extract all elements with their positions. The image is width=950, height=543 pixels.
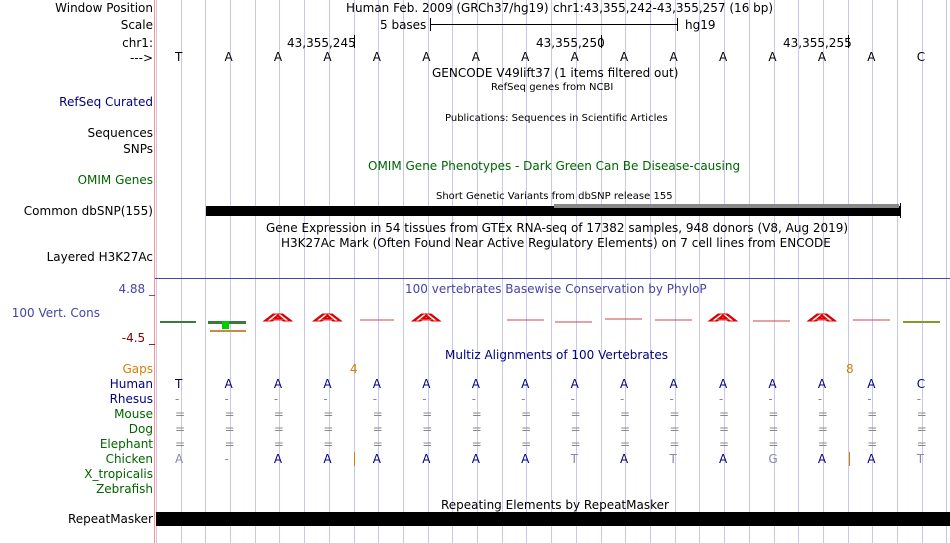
alignment-base: A bbox=[422, 452, 431, 466]
alignment-base: - bbox=[817, 392, 823, 406]
alignment-base: A bbox=[372, 377, 382, 391]
alignment-base: A bbox=[620, 452, 629, 466]
alignment-base: = bbox=[175, 422, 186, 436]
alignment-base: T bbox=[570, 452, 578, 466]
strand-arrow-label[interactable]: ---> bbox=[129, 51, 153, 65]
dbsnp-variant-bar-secondary[interactable] bbox=[554, 204, 899, 208]
alignment-base: A bbox=[867, 377, 876, 391]
species-label[interactable]: Human bbox=[109, 377, 153, 391]
h3k27ac-track-label[interactable]: Layered H3K27Ac bbox=[46, 250, 153, 264]
alignment-base: - bbox=[224, 392, 229, 406]
ruler-tick-label: 43,355,245 bbox=[287, 36, 356, 50]
cons-max-label: 4.88 _ bbox=[118, 282, 155, 296]
alignment-base: = bbox=[224, 422, 235, 436]
phylop-conserved-bases bbox=[265, 312, 836, 323]
alignment-base: - bbox=[669, 392, 674, 406]
reference-base: A bbox=[817, 50, 827, 64]
alignment-base: = bbox=[669, 437, 680, 451]
alignment-base: = bbox=[323, 437, 334, 451]
alignment-base: A bbox=[224, 377, 233, 391]
alignment-base: A bbox=[273, 452, 283, 466]
publications-track-title[interactable]: Publications: Sequences in Scientific Articles bbox=[445, 113, 668, 124]
alignment-base: = bbox=[718, 437, 729, 451]
alignment-base: - bbox=[323, 392, 328, 406]
alignment-base: = bbox=[323, 407, 334, 421]
alignment-base: = bbox=[422, 422, 433, 436]
alignment-base: = bbox=[867, 422, 878, 436]
alignment-base: - bbox=[867, 392, 872, 406]
alignment-base: = bbox=[669, 422, 680, 436]
alignment-base: = bbox=[867, 407, 878, 421]
alignment-base: A bbox=[669, 377, 678, 391]
sequences-track-label[interactable]: Sequences bbox=[87, 126, 153, 140]
alignment-base: - bbox=[273, 392, 279, 406]
alignment-base: - bbox=[570, 392, 575, 406]
alignment-base: - bbox=[372, 392, 378, 406]
omim-track-label[interactable]: OMIM Genes bbox=[77, 173, 153, 187]
alignment-base: A bbox=[323, 452, 332, 466]
alignment-base: A bbox=[175, 452, 184, 466]
alignment-base: A bbox=[768, 377, 777, 391]
alignment-base: A bbox=[471, 377, 480, 391]
ruler-tick-label: 43,355,250 bbox=[536, 36, 605, 50]
alignment-base: A bbox=[718, 452, 728, 466]
alignment-base: = bbox=[620, 437, 631, 451]
alignment-base: = bbox=[422, 437, 433, 451]
reference-base: A bbox=[669, 50, 678, 64]
reference-base: C bbox=[916, 50, 926, 64]
species-label[interactable]: X_tropicalis bbox=[84, 467, 153, 481]
repeatmasker-track-title[interactable]: Repeating Elements by RepeatMasker bbox=[441, 498, 669, 512]
alignment-base: A bbox=[273, 377, 283, 391]
window-position-label: Window Position bbox=[55, 1, 153, 15]
alignment-base: = bbox=[273, 422, 284, 436]
alignment-base: = bbox=[521, 422, 532, 436]
reference-base: A bbox=[867, 50, 876, 64]
alignment-base: = bbox=[372, 422, 383, 436]
alignment-base: = bbox=[570, 407, 581, 421]
alignment-base: = bbox=[817, 437, 828, 451]
phylop-base-logo: A bbox=[264, 311, 291, 324]
species-label[interactable]: Zebrafish bbox=[96, 482, 153, 496]
phylop-base-logo: A bbox=[314, 311, 341, 324]
alignment-base: = bbox=[669, 407, 680, 421]
alignment-base: = bbox=[372, 437, 383, 451]
alignment-base: = bbox=[372, 407, 383, 421]
reference-base: A bbox=[224, 50, 233, 64]
phylop-base-logo: A bbox=[808, 311, 835, 324]
phylop-track-title[interactable]: 100 vertebrates Basewise Conservation by PhyloP bbox=[405, 282, 707, 296]
alignment-base: - bbox=[521, 392, 526, 406]
alignment-base: - bbox=[916, 392, 922, 406]
alignment-base: - bbox=[620, 392, 625, 406]
reference-base: A bbox=[273, 50, 283, 64]
alignment-base: = bbox=[817, 422, 828, 436]
snps-track-label[interactable]: SNPs bbox=[123, 142, 153, 156]
position-display[interactable]: chr1:43,355,242-43,355,257 (16 bp) bbox=[553, 1, 774, 15]
alignment-base: = bbox=[273, 407, 284, 421]
species-label[interactable]: Dog bbox=[128, 422, 153, 436]
alignment-base: A bbox=[422, 377, 431, 391]
alignment-base: T bbox=[669, 452, 677, 466]
alignment-base: = bbox=[916, 437, 927, 451]
alignment-base: A bbox=[323, 377, 332, 391]
alignment-base: T bbox=[175, 377, 183, 391]
alignment-base: - bbox=[175, 392, 180, 406]
alignment-base: = bbox=[175, 407, 186, 421]
assembly-title: Human Feb. 2009 (GRCh37/hg19) bbox=[346, 1, 549, 15]
refseq-track-title[interactable]: RefSeq genes from NCBI bbox=[491, 82, 614, 93]
alignment-base: A bbox=[521, 452, 530, 466]
alignment-base: = bbox=[471, 407, 482, 421]
alignment-base: = bbox=[521, 407, 532, 421]
alignment-base: A bbox=[817, 377, 827, 391]
species-label[interactable]: Chicken bbox=[105, 452, 153, 466]
repeatmasker-track-label[interactable]: RepeatMasker bbox=[67, 512, 153, 526]
alignment-base: = bbox=[718, 407, 729, 421]
alignment-base: - bbox=[471, 392, 477, 406]
reference-base: T bbox=[175, 50, 183, 64]
phylop-base-logo: A bbox=[709, 311, 736, 324]
alignment-base: A bbox=[867, 452, 876, 466]
reference-base: A bbox=[422, 50, 431, 64]
alignment-base: G bbox=[768, 452, 778, 466]
reference-base: A bbox=[323, 50, 332, 64]
alignment-base: = bbox=[422, 407, 433, 421]
alignment-base: = bbox=[471, 437, 482, 451]
species-label[interactable]: Mouse bbox=[114, 407, 153, 421]
alignment-base: = bbox=[175, 437, 186, 451]
alignment-base: = bbox=[521, 437, 532, 451]
alignment-base: = bbox=[273, 437, 284, 451]
alignment-base: = bbox=[224, 407, 235, 421]
alignment-base: = bbox=[224, 437, 235, 451]
dbsnp-track-label[interactable]: Common dbSNP(155) bbox=[23, 204, 153, 218]
refseq-track-label[interactable]: RefSeq Curated bbox=[59, 95, 153, 109]
scale-db: hg19 bbox=[685, 18, 716, 32]
gencode-track-title[interactable]: GENCODE V49lift37 (1 items filtered out) bbox=[432, 66, 679, 80]
alignment-base: = bbox=[570, 422, 581, 436]
gaps-label: Gaps bbox=[122, 362, 153, 376]
alignment-base: = bbox=[768, 437, 779, 451]
alignment-base: = bbox=[471, 422, 482, 436]
phylop-base-logo: A bbox=[413, 311, 440, 324]
omim-track-title[interactable]: OMIM Gene Phenotypes - Dark Green Can Be Disease-causing bbox=[368, 159, 741, 173]
alignment-base: A bbox=[471, 452, 480, 466]
alignment-base: = bbox=[867, 437, 878, 451]
species-label[interactable]: Elephant bbox=[99, 437, 153, 451]
alignment-base: = bbox=[718, 422, 729, 436]
alignment-base: A bbox=[570, 377, 579, 391]
reference-base: A bbox=[471, 50, 480, 64]
species-label[interactable]: Rhesus bbox=[109, 392, 153, 406]
reference-base: A bbox=[620, 50, 629, 64]
ruler-tick-label: 43,355,255 bbox=[783, 36, 852, 50]
alignment-base: = bbox=[620, 407, 631, 421]
repeatmasker-bar[interactable] bbox=[156, 512, 950, 526]
dbsnp-track-title[interactable]: Short Genetic Variants from dbSNP release 155 bbox=[436, 191, 673, 202]
gtex-track-title[interactable]: Gene Expression in 54 tissues from GTEx RNA-seq of 17382 samples, 948 donors (V8, Aug 2019) bbox=[266, 221, 849, 235]
reference-base: A bbox=[570, 50, 579, 64]
gap-count: 8 bbox=[846, 362, 854, 376]
alignment-base: = bbox=[768, 407, 779, 421]
alignment-base: = bbox=[570, 437, 581, 451]
alignment-base: A bbox=[718, 377, 728, 391]
h3k27ac-track-title[interactable]: H3K27Ac Mark (Often Found Near Active Regulatory Elements) on 7 cell lines from ENCODE bbox=[281, 236, 831, 250]
scale-label: Scale bbox=[120, 18, 153, 32]
scale-text: 5 bases bbox=[380, 18, 427, 32]
cons-track-label[interactable]: 100 Vert. Cons bbox=[11, 306, 100, 320]
chr-label: chr1: bbox=[122, 36, 153, 50]
alignment-base: = bbox=[620, 422, 631, 436]
alignment-base: A bbox=[620, 377, 629, 391]
alignment-base: - bbox=[422, 392, 427, 406]
alignment-base: = bbox=[768, 422, 779, 436]
alignment-base: - bbox=[768, 392, 773, 406]
alignment-base: - bbox=[718, 392, 724, 406]
alignment-base: A bbox=[817, 452, 827, 466]
reference-base: A bbox=[768, 50, 777, 64]
alignment-base: = bbox=[916, 407, 927, 421]
gap-count: 4 bbox=[350, 362, 358, 376]
alignment-base: T bbox=[916, 452, 925, 466]
reference-base: A bbox=[521, 50, 530, 64]
alignment-base: A bbox=[521, 377, 530, 391]
scale-bar bbox=[430, 18, 678, 31]
alignment-base: C bbox=[916, 377, 926, 391]
alignment-base: A bbox=[372, 452, 382, 466]
reference-base: A bbox=[718, 50, 728, 64]
alignment-base: = bbox=[916, 422, 927, 436]
reference-base: A bbox=[372, 50, 382, 64]
alignment-base: = bbox=[817, 407, 828, 421]
cons-min-label: -4.5 _ bbox=[121, 331, 155, 345]
alignment-base: - bbox=[224, 452, 229, 466]
multiz-track-title[interactable]: Multiz Alignments of 100 Vertebrates bbox=[445, 348, 669, 362]
alignment-base: = bbox=[323, 422, 334, 436]
